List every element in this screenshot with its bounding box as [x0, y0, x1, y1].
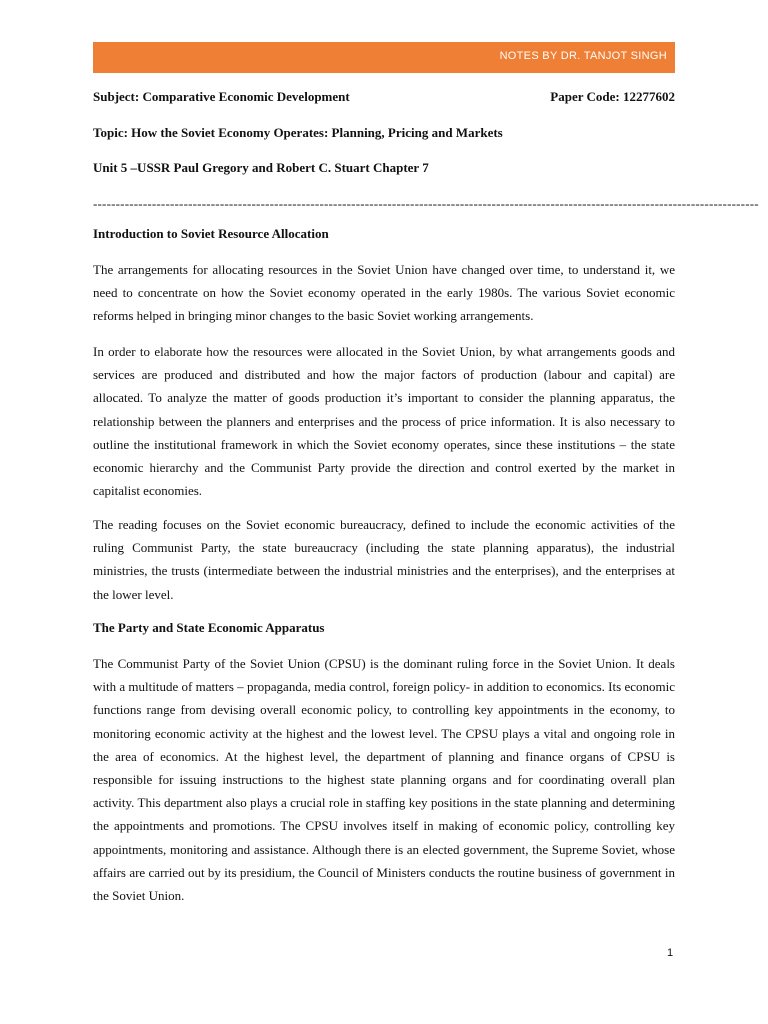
- topic-line: Topic: How the Soviet Economy Operates: Planning, Pricing and Markets: [93, 125, 503, 140]
- paragraph: The Communist Party of the Soviet Union (CPSU) is the dominant ruling force in the Soviet Union. It deals with a multitude of matters – propaganda, media control, foreign policy- in addition to economics. Its economic functions range from devising overall economic policy, to controlling key appointments in the economy, to monitoring economic activity at the highest and the lowest level. The CPSU plays a vital and ongoing role in the area of economics. At the highest level, the department of planning and finance organs of CPSU is responsible for issuing instructions to the highest state planning organs and for coordinating overall plan activity. This department also plays a crucial role in staffing key positions in the state planning and determining the appointments and promotions. The CPSU involves itself in making of economic policy, controlling key appointments, monitoring and assistance. Although there is an elected government, the Supreme Soviet, whose affairs are carried out by its presidium, the Council of Ministers conducts the routine business of government in the Soviet Union.: [93, 656, 675, 904]
- paragraph: The arrangements for allocating resources in the Soviet Union have changed over time, to understand it, we need to concentrate on how the Soviet economy operated in the early 1980s. The various Soviet economic reforms helped in bringing minor changes to the basic Soviet working arrangements.: [93, 262, 675, 324]
- unit-line: Unit 5 –USSR Paul Gregory and Robert C. Stuart Chapter 7: [93, 160, 429, 175]
- header-bar: [93, 42, 675, 73]
- page-number: 1: [667, 947, 674, 959]
- subject-label: Subject: Comparative Economic Development: [93, 89, 350, 104]
- paper-code-label: Paper Code: 12277602: [550, 89, 675, 104]
- section-heading-introduction: Introduction to Soviet Resource Allocation: [93, 226, 329, 241]
- paragraph: In order to elaborate how the resources were allocated in the Soviet Union, by what arrangements goods and services are produced and distributed and how the major factors of production (labour and capital) are allocated. To analyze the matter of goods production it’s important to consider the planning apparatus, the relationship between the planners and enterprises and the process of price information. It is also necessary to outline the institutional framework in which the Soviet economy operates, since these institutions – the state economic hierarchy and the Communist Party provide the direction and control exerted by the market in capitalist economies.: [93, 344, 675, 499]
- dashed-divider: ---------------------------------------------------------------------------------------------------------------------------------------------------: [93, 196, 759, 211]
- subject-row: [93, 89, 675, 105]
- notes-author-label: NOTES BY DR. TANJOT SINGH: [499, 50, 667, 62]
- paragraph: The reading focuses on the Soviet economic bureaucracy, defined to include the economic activities of the ruling Communist Party, the state bureaucracy (including the state planning apparatus), the industrial ministries, the trusts (intermediate between the industrial ministries and the enterprises), and the enterprises at the lower level.: [93, 517, 675, 602]
- section-heading-party-state: The Party and State Economic Apparatus: [93, 620, 325, 635]
